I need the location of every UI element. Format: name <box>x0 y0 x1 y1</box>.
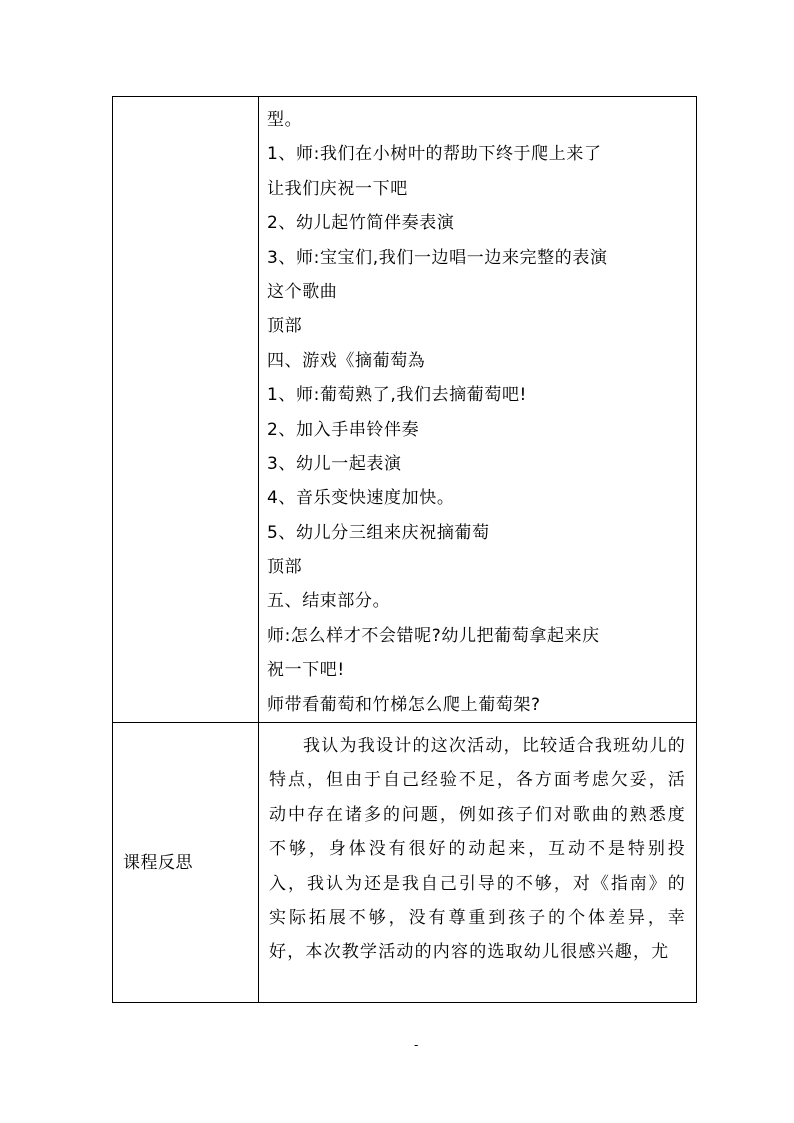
activity-line: 5、幼儿分三组来庆祝摘葡萄 <box>267 522 490 543</box>
activity-line: 2、加入手串铃伴奏 <box>267 419 420 440</box>
activity-line: 顶部 <box>267 316 303 337</box>
reflection-label-cell <box>113 723 259 1003</box>
activity-line: 1、师:我们在小树叶的帮助下终于爬上来了 <box>267 144 602 165</box>
page-mark: - <box>414 1038 419 1052</box>
activity-content-cell <box>259 97 697 723</box>
activity-lines <box>259 97 696 722</box>
reflection-content-cell <box>259 723 697 1003</box>
activity-row <box>113 97 697 723</box>
activity-line: 顶部 <box>267 557 303 578</box>
lesson-plan-table <box>112 96 697 1003</box>
activity-line: 祝一下吧! <box>267 660 345 681</box>
activity-line: 型。 <box>267 110 303 130</box>
activity-line: 师:怎么样才不会错呢?幼儿把葡萄拿起来庆 <box>267 625 600 646</box>
activity-line: 这个歌曲 <box>267 281 338 302</box>
activity-line: 2、幼儿起竹简伴奏表演 <box>267 213 455 234</box>
activity-line: 4、音乐变快速度加快。 <box>267 488 455 509</box>
activity-line: 四、游戏《摘葡萄為 <box>267 350 426 371</box>
reflection-label: 课程反思 <box>123 852 193 873</box>
reflection-text: 我认为我设计的这次活动，比较适合我班幼儿的特点，但由于自己经验不足，各方面考虑欠妥，活动中存在诸多的问题，例如孩子们对歌曲的熟悉度不够，身体没有很好的动起来，互动不是特别投入，我认为还是我自己引导的不够，对《指南》的实际拓展不够，没有尊重到孩子的个体差异，幸好，本次教学活动的内容的选取幼儿很感兴趣，尤 <box>269 736 686 963</box>
activity-line: 3、师:宝宝们,我们一边唱一边来完整的表演 <box>267 247 608 268</box>
activity-line: 1、师:葡萄熟了,我们去摘葡萄吧! <box>267 385 527 406</box>
activity-line: 让我们庆祝一下吧 <box>267 178 408 199</box>
activity-line: 师带看葡萄和竹梯怎么爬上葡萄架? <box>267 694 541 715</box>
activity-line: 五、结束部分。 <box>267 591 391 612</box>
reflection-row <box>113 723 697 1003</box>
activity-label-cell <box>113 97 259 723</box>
activity-line: 3、幼儿一起表演 <box>267 453 402 474</box>
